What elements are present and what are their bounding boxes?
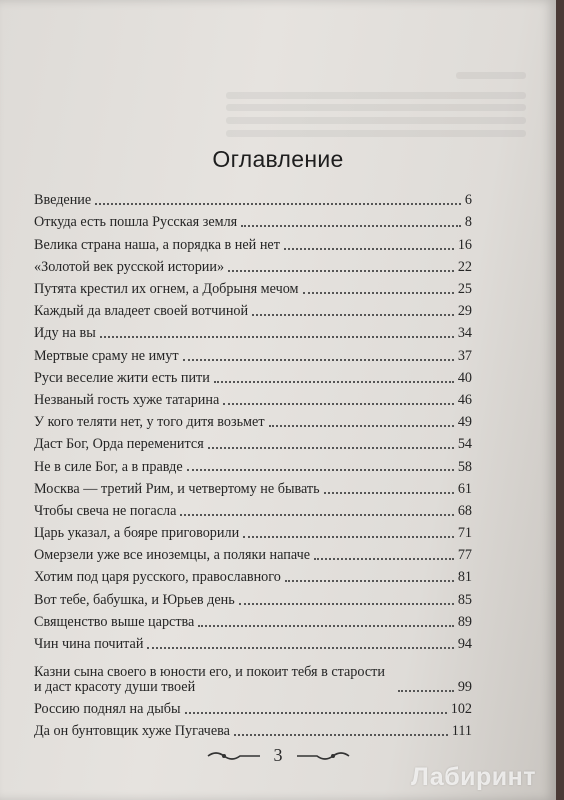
page-number: 3 [273, 745, 283, 765]
toc-entry [34, 652, 472, 695]
toc-entry [34, 695, 472, 717]
toc-entry [34, 430, 472, 452]
dot-leader [239, 602, 454, 605]
toc-entry [34, 608, 472, 630]
toc-entry-title: «Золотой век русской истории» [34, 258, 225, 275]
toc-entry-title: Незваный гость хуже татарина [34, 391, 220, 408]
bleed-through-line [226, 104, 526, 111]
toc-entry-page: 46 [457, 391, 472, 408]
dot-leader [185, 711, 447, 714]
dot-leader [187, 468, 454, 471]
toc-entry [34, 319, 472, 341]
right-ornament-icon [293, 750, 351, 762]
page-title: Оглавление [212, 146, 344, 172]
dot-leader [147, 646, 453, 649]
toc-entry-page: 111 [451, 723, 472, 740]
dot-leader [269, 424, 454, 427]
dot-leader [228, 269, 454, 272]
toc-entry-page: 25 [457, 281, 472, 298]
dot-leader [214, 380, 454, 383]
toc-entry [34, 208, 472, 230]
toc-entry-page: 85 [457, 591, 472, 608]
toc-entry-page: 99 [457, 679, 472, 696]
toc-entry-title: Хотим под царя русского, православного [34, 569, 281, 586]
toc-entry-page: 49 [457, 414, 472, 431]
dot-leader [208, 446, 454, 449]
toc-entry-title: Да он бунтовщик хуже Пугачева [34, 723, 230, 740]
left-ornament-icon [206, 750, 264, 762]
toc-entry-title: Чтобы свеча не погасла [34, 502, 177, 519]
bleed-through-line [226, 117, 526, 124]
dot-leader [234, 733, 448, 736]
toc-entry [34, 474, 472, 496]
toc-entry [34, 541, 472, 563]
toc-entry-page: 16 [457, 236, 472, 253]
toc-entry [34, 452, 472, 474]
toc-entry-page: 89 [457, 613, 472, 630]
toc-entry-title: Священство выше царства [34, 613, 195, 630]
toc-entry-page: 40 [457, 369, 472, 386]
dot-leader [183, 358, 454, 361]
toc-entry-page: 6 [464, 192, 472, 209]
dot-leader [324, 491, 454, 494]
dot-leader [241, 224, 461, 227]
dot-leader [284, 247, 454, 250]
toc-entry-page: 61 [457, 480, 472, 497]
toc-entry-title: Омерзели уже все иноземцы, а поляки напаче [34, 547, 311, 564]
toc-entry-page: 102 [450, 701, 472, 718]
toc-entry [34, 230, 472, 252]
bleed-through-line [226, 92, 526, 99]
toc-entry-page: 29 [457, 303, 472, 320]
toc-entry-page: 37 [457, 347, 472, 364]
toc-entry-title: Вот тебе, бабушка, и Юрьев день [34, 591, 235, 608]
toc-entry [34, 186, 472, 208]
toc-entry-title: Каждый да владеет своей вотчиной [34, 303, 249, 320]
dot-leader [243, 535, 454, 538]
toc-entry [34, 408, 472, 430]
toc-entry-title: Казни сына своего в юности его, и покоит тебя в старости и даст красоту души твоей [34, 664, 385, 696]
toc-entry-title: Россию поднял на дыбы [34, 701, 181, 718]
toc-entry [34, 341, 472, 363]
toc-entry [34, 585, 472, 607]
dot-leader [285, 579, 454, 582]
dot-leader [100, 335, 454, 338]
toc-entry-title: Велика страна наша, а порядка в ней нет [34, 236, 280, 253]
toc-entry-title: Даст Бог, Орда переменится [34, 436, 204, 453]
bleed-through-line [456, 72, 526, 79]
toc-entry [34, 386, 472, 408]
toc-entry-title: Путята крестил их огнем, а Добрыня мечом [34, 281, 299, 298]
toc-entry-title: Москва — третий Рим, и четвертому не бывать [34, 480, 320, 497]
bleed-through-line [226, 130, 526, 137]
dot-leader [252, 313, 454, 316]
toc-entry-page: 94 [457, 636, 472, 653]
dot-leader [198, 624, 453, 627]
toc-entry [34, 563, 472, 585]
toc-entry-page: 54 [457, 436, 472, 453]
toc-entry-page: 8 [464, 214, 472, 231]
toc-entry-page: 22 [457, 258, 472, 275]
toc-entry-page: 34 [457, 325, 472, 342]
toc-entry-page: 81 [457, 569, 472, 586]
toc-entry-page: 71 [457, 525, 472, 542]
toc-entry [34, 519, 472, 541]
toc-entry [34, 717, 472, 739]
dot-leader [314, 557, 454, 560]
toc-entry-page: 68 [457, 502, 472, 519]
toc-entry-title: Царь указал, а бояре приговорили [34, 525, 240, 542]
dot-leader [95, 202, 461, 205]
toc-entry [34, 497, 472, 519]
table-of-contents [34, 186, 472, 739]
toc-entry [34, 297, 472, 319]
toc-entry-title: У кого теляти нет, у того дитя возьмет [34, 414, 265, 431]
toc-entry-title: Чин чина почитай [34, 636, 144, 653]
toc-entry-title: Руси веселие жити есть пити [34, 369, 210, 386]
toc-entry-title: Введение [34, 192, 92, 209]
watermark-logo: Лабиринт [411, 763, 536, 791]
toc-entry-page: 77 [457, 547, 472, 564]
toc-entry-title: Откуда есть пошла Русская земля [34, 214, 238, 231]
dot-leader [303, 291, 454, 294]
toc-entry-page: 58 [457, 458, 472, 475]
dot-leader [398, 689, 454, 692]
toc-entry [34, 275, 472, 297]
toc-entry-title: Мертвые сраму не имут [34, 347, 179, 364]
toc-entry-title: Не в силе Бог, а в правде [34, 458, 183, 475]
toc-entry-title: Иду на вы [34, 325, 96, 342]
dot-leader [223, 402, 454, 405]
toc-entry [34, 364, 472, 386]
toc-entry [34, 253, 472, 275]
toc-entry [34, 630, 472, 652]
dot-leader [180, 513, 453, 516]
